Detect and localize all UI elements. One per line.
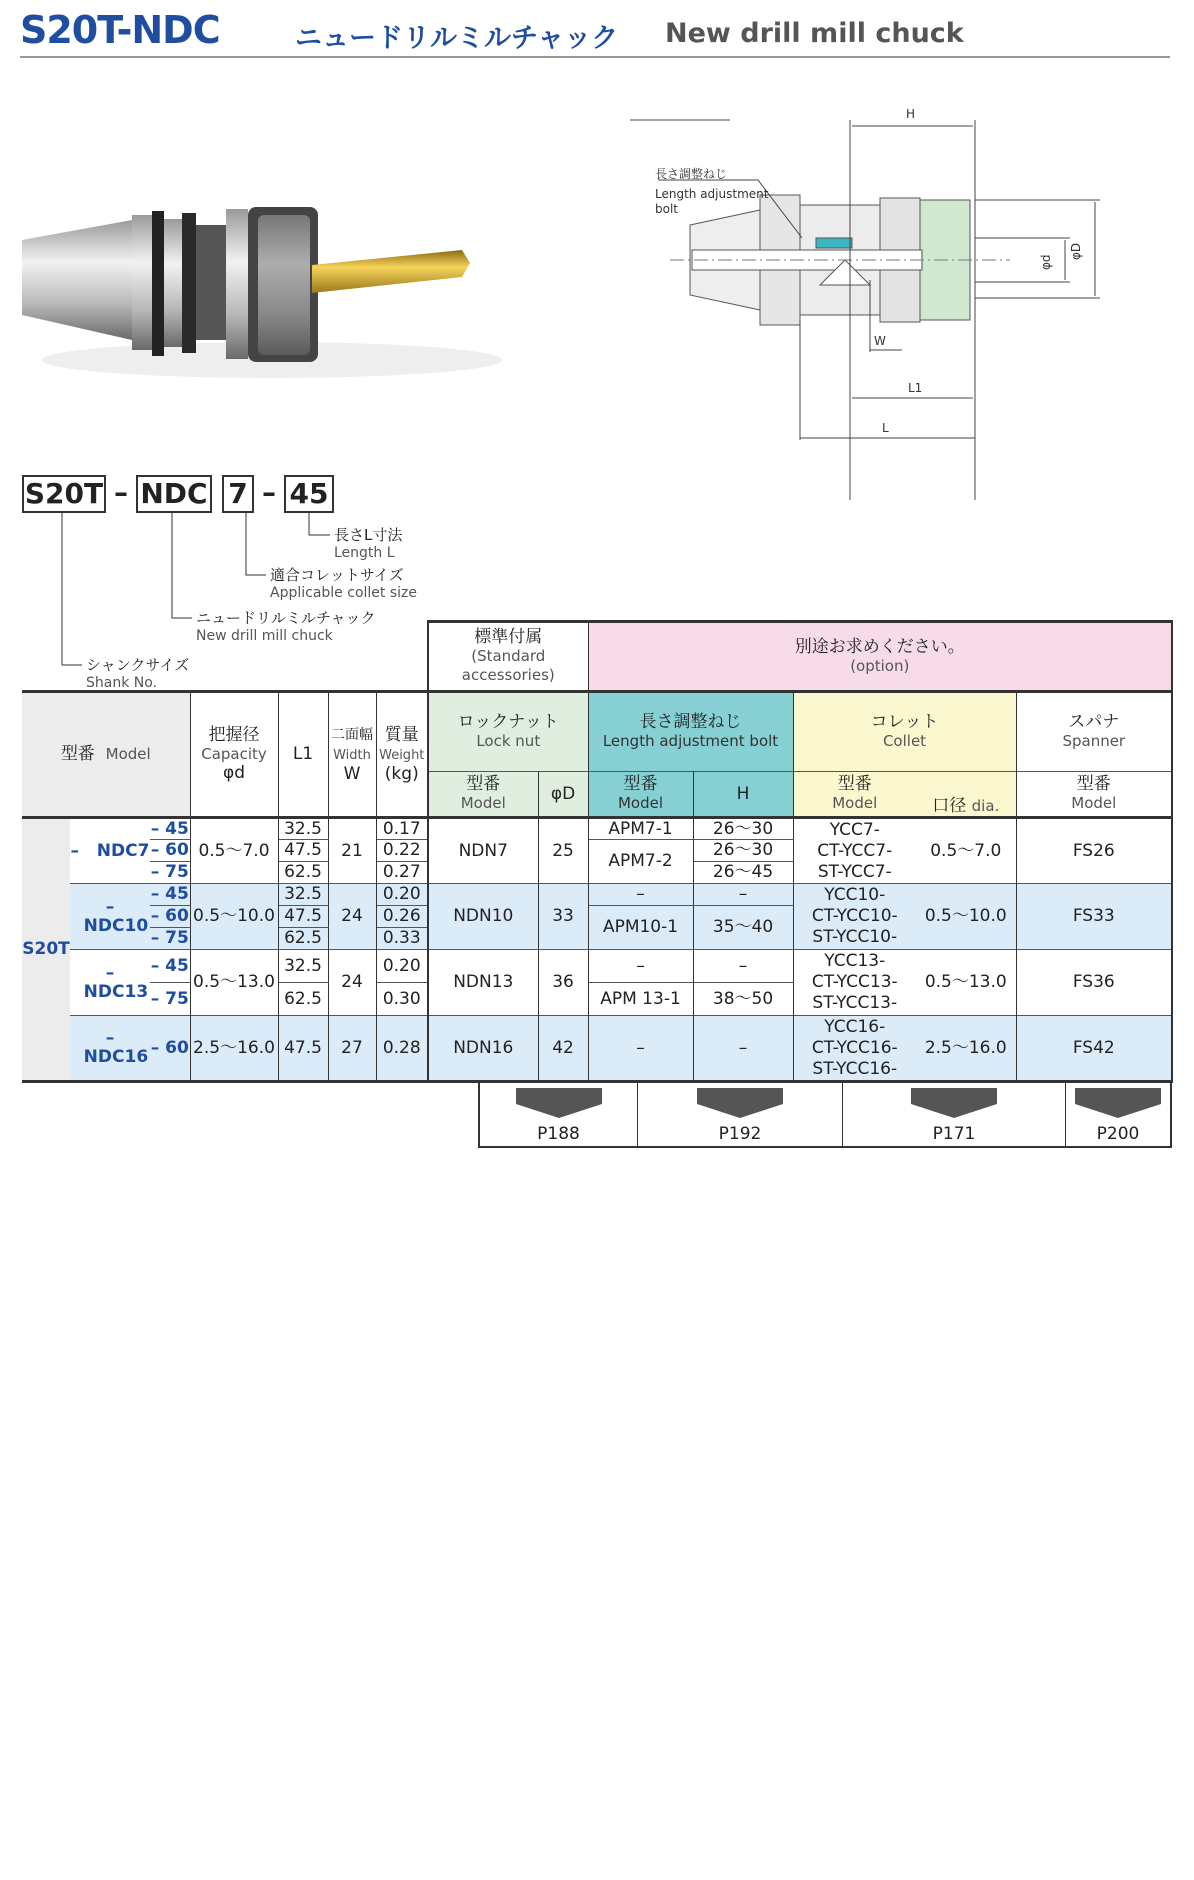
phi-d-cell: 33 [538,884,588,950]
product-photo [22,205,512,385]
table-row [22,950,1172,983]
l1-cell: 32.5 [278,884,328,906]
code-shank: S20T [22,475,106,513]
col-phi-d: φD [538,772,588,818]
bolt-model-cell: APM10-1 [588,906,693,950]
spanner-cell: FS33 [1016,884,1172,950]
locknut-cell: NDN13 [428,950,538,1016]
spanner-cell: FS26 [1016,818,1172,884]
col-collet: コレット Collet [793,692,1016,772]
l-cell: – 45 [150,950,190,983]
bolt-label-jp: 長さ調整ねじ [655,167,728,181]
col-h: H [693,772,793,818]
page-header [20,8,1170,58]
code-label-shank: シャンクサイズ Shank No. [86,656,190,691]
chevron-down-icon [911,1088,997,1118]
dim-phi-d: φd [1039,254,1053,270]
code-series: NDC [136,475,212,513]
bolt-h-cell: – [693,950,793,983]
group-standard: 標準付属 (Standard accessories) [428,622,588,692]
table-row [22,1016,1172,1082]
locknut-cell: NDN10 [428,884,538,950]
col-dia: 口径 dia. [916,772,1016,818]
model-cell: – NDC16 [70,1016,150,1082]
chevron-down-icon [516,1088,602,1118]
l1-cell: 32.5 [278,950,328,983]
ref-collet[interactable] [843,1083,1066,1148]
product-title-en: New drill mill chuck [665,18,964,49]
collet-cell: YCC13- CT-YCC13- ST-YCC13- [793,950,916,1016]
weight-cell: 0.27 [376,862,428,884]
bolt-h-cell: – [693,1016,793,1082]
ref-page: P192 [718,1124,762,1144]
l-cell: – 45 [150,884,189,904]
code-dash: – [262,476,276,509]
table-row [22,818,1172,840]
weight-cell: 0.33 [376,928,428,950]
shank-cell: S20T [22,818,70,1082]
spanner-cell: FS36 [1016,950,1172,1016]
bolt-model-cell: APM 13-1 [588,983,693,1016]
collet-cell: YCC16- CT-YCC16- ST-YCC16- [793,1016,916,1082]
product-model: S20T-NDC [20,8,220,52]
l1-cell: 32.5 [278,818,328,840]
col-spanner: スパナ Spanner [1016,692,1172,772]
spec-table [22,620,1172,1083]
phi-d-cell: 25 [538,818,588,884]
l-cell: – 60 [150,840,189,860]
chevron-down-icon [697,1088,783,1118]
collet-cell: YCC7- CT-YCC7- ST-YCC7- [793,818,916,884]
bolt-h-cell: – [693,884,793,906]
width-cell: 24 [328,950,376,1016]
dim-l1: L1 [908,381,923,395]
l1-cell: 47.5 [278,906,328,928]
l-cell: – 75 [150,862,189,882]
weight-cell: 0.20 [376,950,428,983]
ref-bolt[interactable] [638,1083,843,1148]
width-cell: 24 [328,884,376,950]
group-option: 別途お求めください。 (option) [588,622,1172,692]
model-cell: – NDC10 [70,884,150,950]
l-cell: – 75 [150,928,189,948]
col-spanner-model: 型番 Model [1016,772,1172,818]
code-dash: – [114,476,128,509]
col-width: 二面幅 Width W [328,692,376,818]
bolt-model-cell: APM7-2 [588,840,693,884]
bolt-label-en: Length adjustment [655,187,769,201]
dia-cell: 0.5〜13.0 [916,950,1016,1016]
weight-cell: 0.26 [376,906,428,928]
phi-d-cell: 36 [538,950,588,1016]
model-cell: – NDC13 [70,950,150,1016]
ref-locknut[interactable] [480,1083,638,1148]
chevron-down-icon [1075,1088,1161,1118]
dim-phi-big-d: φD [1069,242,1083,260]
locknut-cell: NDN16 [428,1016,538,1082]
code-length: 45 [284,475,334,513]
dim-w: W [874,334,886,348]
weight-cell: 0.22 [376,840,428,862]
capacity-cell: 0.5〜13.0 [190,950,278,1016]
ref-page: P200 [1096,1124,1140,1144]
col-weight: 質量 Weight (kg) [376,692,428,818]
locknut-cell: NDN7 [428,818,538,884]
col-collet-model: 型番 Model [793,772,916,818]
width-cell: 21 [328,818,376,884]
col-locknut: ロックナット Lock nut [428,692,588,772]
bolt-model-cell: APM7-1 [588,818,693,840]
bolt-label-en2: bolt [655,202,678,216]
collet-cell: YCC10- CT-YCC10- ST-YCC10- [793,884,916,950]
ref-page: P171 [932,1124,976,1144]
bolt-model-cell: – [588,950,693,983]
capacity-cell: 0.5〜10.0 [190,884,278,950]
col-bolt-model: 型番 Model [588,772,693,818]
l-cell: – 60 [150,906,189,926]
code-label-length: 長さL寸法 Length L [334,526,403,561]
page-references [478,1083,1172,1148]
bolt-h-cell: 35〜40 [693,906,793,950]
technical-drawing [630,107,1190,540]
l1-cell: 47.5 [278,1016,328,1082]
ref-spanner[interactable] [1066,1083,1170,1148]
bolt-h-cell: 26〜30 [693,818,793,840]
table-row [22,884,1172,906]
l1-cell: 62.5 [278,928,328,950]
width-cell: 27 [328,1016,376,1082]
weight-cell: 0.30 [376,983,428,1016]
model-cell: – NDC7 [70,818,150,884]
bolt-h-cell: 38〜50 [693,983,793,1016]
col-capacity: 把握径 Capacity φd [190,692,278,818]
bolt-model-cell: – [588,884,693,906]
dim-h: H [906,107,916,121]
capacity-cell: 2.5〜16.0 [190,1016,278,1082]
bolt-h-cell: 26〜30 [693,840,793,862]
l-cell: – 60 [150,1016,190,1082]
bolt-h-cell: 26〜45 [693,862,793,884]
dia-cell: 0.5〜7.0 [916,818,1016,884]
product-title-jp: ニュードリルミルチャック [295,23,619,54]
l1-cell: 62.5 [278,983,328,1016]
dim-l: L [882,421,889,435]
col-locknut-model: 型番 Model [428,772,538,818]
weight-cell: 0.17 [376,818,428,840]
weight-cell: 0.28 [376,1016,428,1082]
l1-cell: 62.5 [278,862,328,884]
l1-cell: 47.5 [278,840,328,862]
col-model: 型番 Model [22,692,190,818]
dia-cell: 0.5〜10.0 [916,884,1016,950]
ref-page: P188 [537,1124,580,1144]
weight-cell: 0.20 [376,884,428,906]
col-bolt: 長さ調整ねじ Length adjustment bolt [588,692,793,772]
capacity-cell: 0.5〜7.0 [190,818,278,884]
code-label-collet: 適合コレットサイズ Applicable collet size [270,566,417,601]
code-label-series: ニュードリルミルチャック New drill mill chuck [196,609,376,644]
code-collet: 7 [222,475,254,513]
phi-d-cell: 42 [538,1016,588,1082]
l-cell: – 75 [150,983,190,1016]
dia-cell: 2.5〜16.0 [916,1016,1016,1082]
l-cell: – 45 [150,818,189,839]
spanner-cell: FS42 [1016,1016,1172,1082]
bolt-model-cell: – [588,1016,693,1082]
col-l1: L1 [278,692,328,818]
